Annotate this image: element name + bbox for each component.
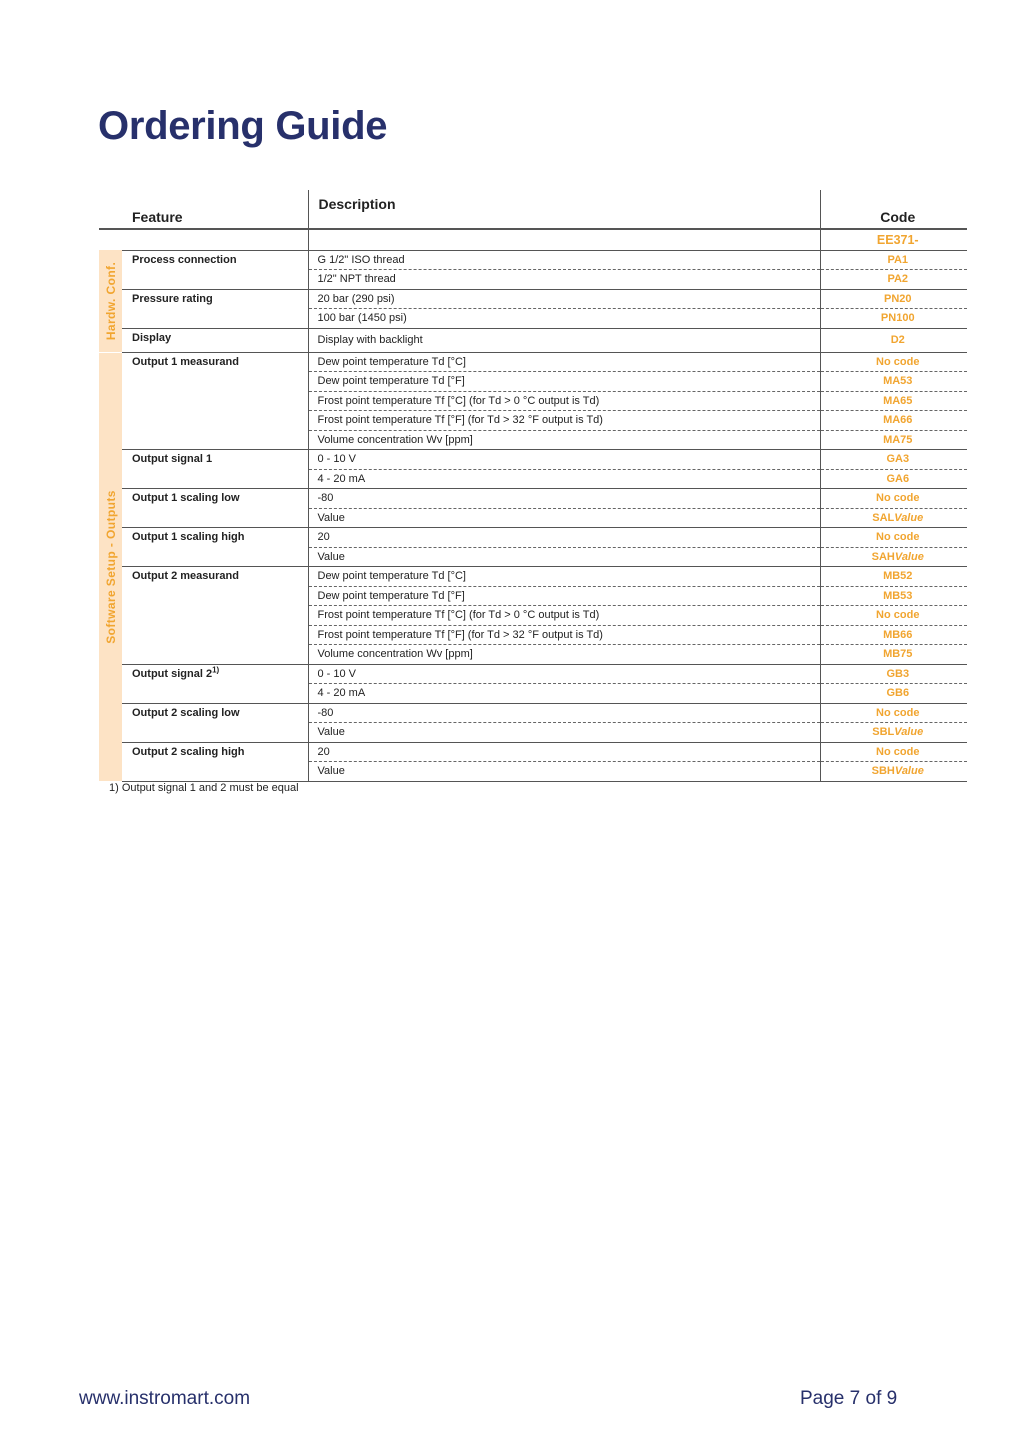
- description-cell: Dew point temperature Td [°C]: [308, 567, 820, 587]
- description-cell: Volume concentration Wv [ppm]: [308, 645, 820, 665]
- feature-output-2-scaling-high: Output 2 scaling high: [122, 742, 308, 781]
- code-cell: GA3: [820, 450, 967, 470]
- feature-output-2-scaling-low: Output 2 scaling low: [122, 703, 308, 742]
- table-row: [99, 450, 967, 470]
- footer-page-number: Page 7 of 9: [800, 1388, 898, 1409]
- feature-output-1-measurand: Output 1 measurand: [122, 352, 308, 450]
- description-cell: -80: [308, 489, 820, 509]
- table-row: [99, 567, 967, 587]
- code-cell: MA53: [820, 372, 967, 392]
- code-cell: PA2: [820, 270, 967, 290]
- feature-output-signal-1: Output signal 1: [122, 450, 308, 489]
- model-code: EE371-: [820, 229, 967, 250]
- description-cell: Dew point temperature Td [°F]: [308, 372, 820, 392]
- table-row: [99, 250, 967, 270]
- code-cell: GB3: [820, 664, 967, 684]
- code-cell: MA75: [820, 430, 967, 450]
- description-cell: 0 - 10 V: [308, 664, 820, 684]
- code-cell: SAHValue: [820, 547, 967, 567]
- description-cell: Frost point temperature Tf [°F] (for Td > 32 °F output is Td): [308, 411, 820, 431]
- table-row: [99, 742, 967, 762]
- description-cell: Value: [308, 762, 820, 782]
- table-row: [99, 352, 967, 372]
- description-cell: Display with backlight: [308, 328, 820, 352]
- feature-output-1-scaling-low: Output 1 scaling low: [122, 489, 308, 528]
- code-cell: No code: [820, 703, 967, 723]
- description-cell: -80: [308, 703, 820, 723]
- description-cell: Value: [308, 508, 820, 528]
- hardware-config-band: [99, 250, 122, 352]
- code-cell: No code: [820, 528, 967, 548]
- table-row: [99, 289, 967, 309]
- description-cell: Frost point temperature Tf [°C] (for Td > 0 °C output is Td): [308, 391, 820, 411]
- code-cell: PN20: [820, 289, 967, 309]
- code-cell: GB6: [820, 684, 967, 704]
- feature-output-2-measurand: Output 2 measurand: [122, 567, 308, 665]
- model-feature-cell: [122, 229, 308, 250]
- description-cell: 0 - 10 V: [308, 450, 820, 470]
- code-cell: No code: [820, 606, 967, 626]
- footnote: 1) Output signal 1 and 2 must be equal: [109, 782, 299, 794]
- description-cell: 20: [308, 528, 820, 548]
- description-cell: Frost point temperature Tf [°F] (for Td > 32 °F output is Td): [308, 625, 820, 645]
- feature-output-signal-2: Output signal 2$^{1)}$: [122, 664, 308, 703]
- code-cell: MB53: [820, 586, 967, 606]
- ordering-guide-table: [99, 190, 967, 782]
- code-cell: PA1: [820, 250, 967, 270]
- code-cell: PN100: [820, 309, 967, 329]
- description-cell: 20: [308, 742, 820, 762]
- feature-display: Display: [122, 328, 308, 352]
- description-cell: 4 - 20 mA: [308, 469, 820, 489]
- footnote-marker: 1): [212, 664, 220, 674]
- feature-column-header: Feature: [122, 190, 308, 229]
- description-cell: 4 - 20 mA: [308, 684, 820, 704]
- description-cell: Frost point temperature Tf [°C] (for Td > 0 °C output is Td): [308, 606, 820, 626]
- code-cell: SALValue: [820, 508, 967, 528]
- code-column-header: Code: [820, 190, 967, 229]
- code-cell: No code: [820, 742, 967, 762]
- code-cell: MA66: [820, 411, 967, 431]
- code-cell: MB66: [820, 625, 967, 645]
- description-cell: Dew point temperature Td [°F]: [308, 586, 820, 606]
- description-cell: Dew point temperature Td [°C]: [308, 352, 820, 372]
- model-description-cell: [308, 229, 820, 250]
- software-setup-band: [99, 352, 122, 781]
- code-cell: MB75: [820, 645, 967, 665]
- page-title: Ordering Guide: [98, 104, 388, 148]
- band-header-spacer: [99, 190, 122, 229]
- footer-website-link[interactable]: www.instromart.com: [79, 1388, 251, 1409]
- code-cell: MA65: [820, 391, 967, 411]
- table-row: [99, 664, 967, 684]
- description-cell: Value: [308, 547, 820, 567]
- table-row: [99, 703, 967, 723]
- description-cell: G 1/2" ISO thread: [308, 250, 820, 270]
- feature-pressure-rating: Pressure rating: [122, 289, 308, 328]
- band-spacer: [99, 229, 122, 250]
- description-cell: 20 bar (290 psi): [308, 289, 820, 309]
- code-cell: D2: [820, 328, 967, 352]
- feature-process-connection: Process connection: [122, 250, 308, 289]
- description-cell: 1/2" NPT thread: [308, 270, 820, 290]
- software-setup-label: Software Setup - Outputs: [103, 489, 118, 644]
- code-cell: No code: [820, 352, 967, 372]
- hardware-config-label: Hardw. Conf.: [103, 261, 118, 340]
- description-column-header: Description: [308, 190, 820, 229]
- model-code-row: [99, 229, 967, 250]
- code-cell: GA6: [820, 469, 967, 489]
- table-row: [99, 489, 967, 509]
- code-cell: SBLValue: [820, 723, 967, 743]
- description-cell: Volume concentration Wv [ppm]: [308, 430, 820, 450]
- code-cell: No code: [820, 489, 967, 509]
- description-cell: 100 bar (1450 psi): [308, 309, 820, 329]
- feature-output-1-scaling-high: Output 1 scaling high: [122, 528, 308, 567]
- table-header-row: [99, 190, 967, 229]
- description-cell: Value: [308, 723, 820, 743]
- code-cell: SBHValue: [820, 762, 967, 782]
- table-row: [99, 528, 967, 548]
- code-cell: MB52: [820, 567, 967, 587]
- table-row: [99, 328, 967, 352]
